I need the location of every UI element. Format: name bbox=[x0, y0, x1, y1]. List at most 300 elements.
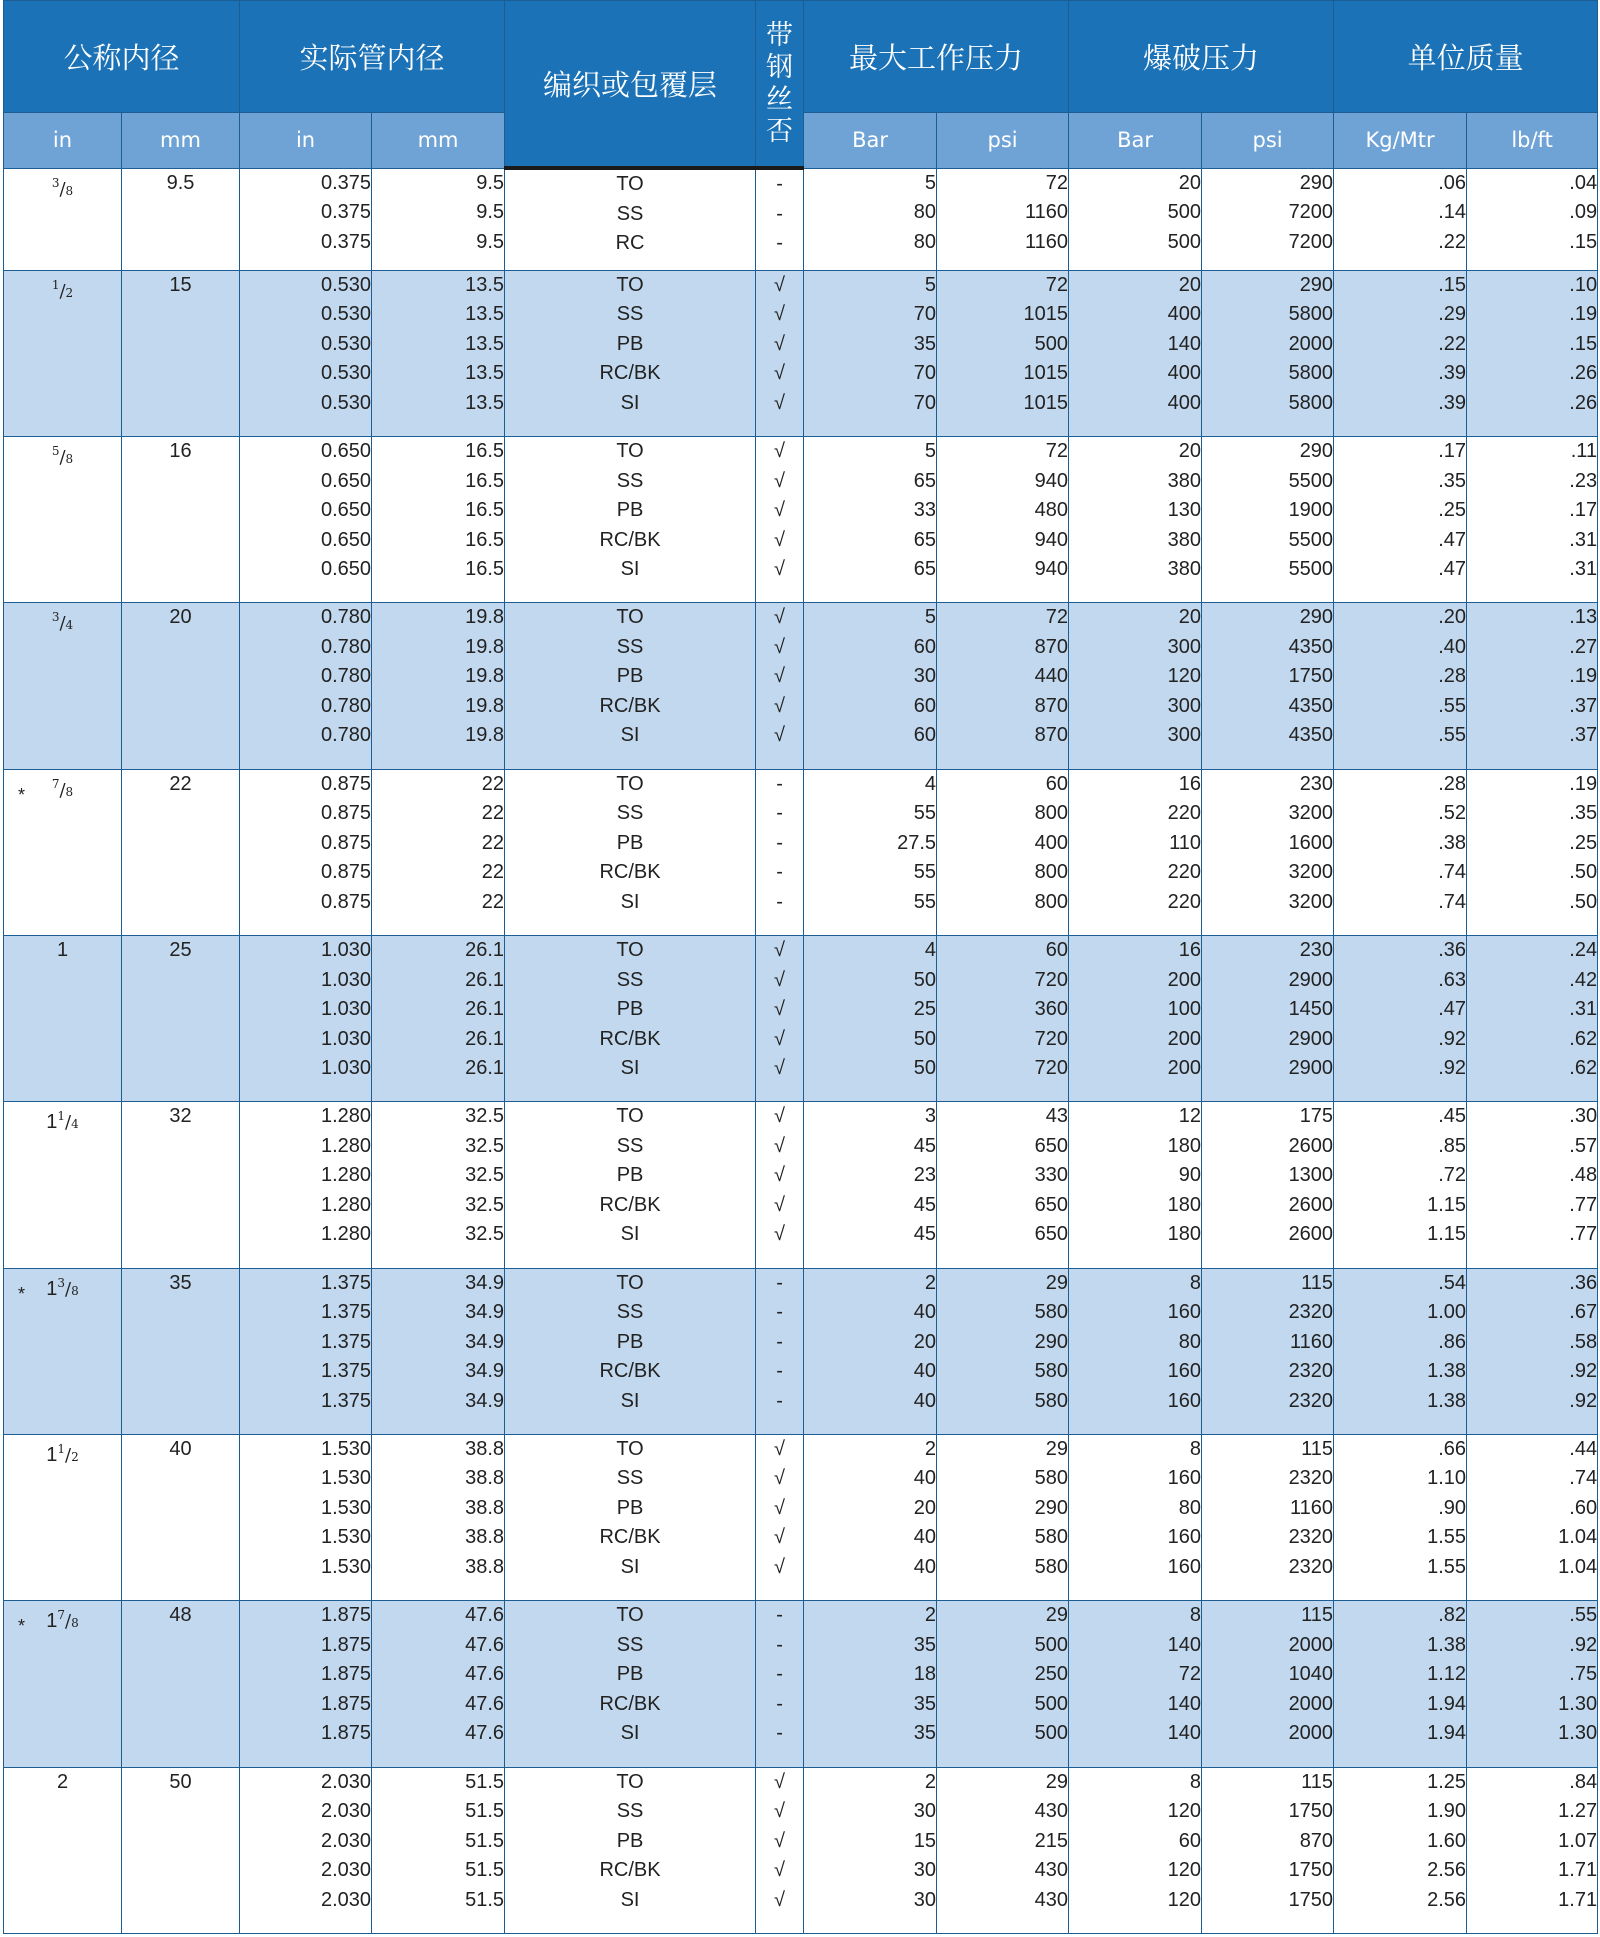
cell-value: 500 bbox=[1034, 1633, 1069, 1656]
max-bar-cell bbox=[804, 769, 937, 935]
cell-value: 1.15 bbox=[1427, 1223, 1467, 1246]
cell-value: .55 bbox=[1438, 694, 1467, 717]
cell-value: 1750 bbox=[1288, 1888, 1334, 1911]
cell-value: 65 bbox=[913, 558, 937, 581]
cell-value: 140 bbox=[1167, 1633, 1202, 1656]
actual-in-cell bbox=[240, 603, 372, 769]
nominal-mm-value: 22 bbox=[169, 772, 192, 795]
cell-value: 290 bbox=[1299, 171, 1334, 194]
cell-value: .31 bbox=[1569, 558, 1598, 581]
cell-value: 26.1 bbox=[465, 939, 505, 962]
cell-value: .17 bbox=[1569, 499, 1598, 522]
header-unit-mass: 单位质量 bbox=[1334, 1, 1598, 113]
cell-value: .10 bbox=[1569, 273, 1598, 296]
max-psi-cell bbox=[937, 603, 1069, 769]
cell-value: TO bbox=[616, 1271, 644, 1294]
cell-value: - bbox=[776, 1271, 783, 1294]
cell-value: 70 bbox=[913, 391, 937, 414]
actual-in-cell bbox=[240, 1102, 372, 1268]
cell-value: 1.875 bbox=[320, 1663, 372, 1686]
cell-value: √ bbox=[774, 1800, 786, 1823]
burst-bar-cell bbox=[1069, 1102, 1202, 1268]
cell-value: 47.6 bbox=[465, 1692, 505, 1715]
sub-bar-max: Bar bbox=[804, 112, 937, 168]
cell-value: 0.375 bbox=[320, 201, 372, 224]
header-braid: 编织或包覆层 bbox=[505, 1, 756, 169]
cell-value: 0.650 bbox=[320, 528, 372, 551]
fraction-numerator: 1 bbox=[57, 1109, 66, 1124]
cell-value: 3200 bbox=[1288, 802, 1334, 825]
cell-value: .19 bbox=[1569, 303, 1598, 326]
cell-value: 29 bbox=[1045, 1271, 1069, 1294]
cell-value: 1.530 bbox=[320, 1437, 372, 1460]
cell-value: 1.375 bbox=[320, 1271, 372, 1294]
cell-value: 32.5 bbox=[465, 1105, 505, 1128]
asterisk-mark: * bbox=[18, 784, 26, 805]
burst-psi-cell bbox=[1202, 936, 1334, 1102]
cell-value: 0.530 bbox=[320, 273, 372, 296]
size-group-row bbox=[4, 437, 1598, 603]
cell-value: 1015 bbox=[1023, 303, 1069, 326]
cell-value: 160 bbox=[1167, 1360, 1202, 1383]
nominal-fraction bbox=[51, 610, 74, 635]
cell-value: 19.8 bbox=[465, 606, 505, 629]
nominal-mm-cell bbox=[122, 1102, 240, 1268]
cell-value: .19 bbox=[1569, 665, 1598, 688]
cell-value: 34.9 bbox=[465, 1301, 505, 1324]
nominal-in-cell bbox=[4, 1434, 122, 1600]
fraction-slash: / bbox=[59, 447, 66, 469]
cell-value: SS bbox=[616, 802, 644, 825]
cell-value: 1.030 bbox=[320, 939, 372, 962]
nominal-mm-cell bbox=[122, 1767, 240, 1933]
cell-value: 1.38 bbox=[1427, 1389, 1467, 1412]
cell-value: 2600 bbox=[1288, 1223, 1334, 1246]
cell-value: .44 bbox=[1569, 1437, 1598, 1460]
cell-value: 940 bbox=[1034, 558, 1069, 581]
nominal-mm-value: 16 bbox=[169, 440, 192, 463]
size-group-row bbox=[4, 1434, 1598, 1600]
cell-value: √ bbox=[774, 1555, 786, 1578]
cell-value: 55 bbox=[913, 861, 937, 884]
braid-cell bbox=[505, 769, 756, 935]
cell-value: 1.10 bbox=[1427, 1467, 1467, 1490]
burst-bar-cell bbox=[1069, 603, 1202, 769]
cell-value: 1750 bbox=[1288, 1859, 1334, 1882]
cell-value: 72 bbox=[1178, 1663, 1202, 1686]
cell-value: 1.07 bbox=[1558, 1829, 1598, 1852]
fraction-slash: / bbox=[65, 1444, 72, 1466]
cell-value: 5 bbox=[924, 273, 937, 296]
cell-value: 2.030 bbox=[320, 1800, 372, 1823]
cell-value: √ bbox=[774, 968, 786, 991]
cell-value: 40 bbox=[913, 1301, 937, 1324]
cell-value: 1.38 bbox=[1427, 1360, 1467, 1383]
nominal-mm-cell bbox=[122, 437, 240, 603]
cell-value: 50 bbox=[913, 1027, 937, 1050]
cell-value: 1160 bbox=[1290, 1330, 1334, 1353]
cell-value: √ bbox=[774, 1027, 786, 1050]
size-group-row bbox=[4, 168, 1598, 270]
kg-per-m-cell bbox=[1334, 769, 1467, 935]
cell-value: 16 bbox=[1178, 939, 1202, 962]
fraction-slash: / bbox=[65, 1112, 72, 1134]
braid-cell bbox=[505, 270, 756, 436]
cell-value: RC/BK bbox=[599, 528, 661, 551]
cell-value: .52 bbox=[1438, 802, 1467, 825]
braid-cell bbox=[505, 603, 756, 769]
cell-value: 0.875 bbox=[320, 861, 372, 884]
burst-bar-cell bbox=[1069, 1434, 1202, 1600]
cell-value: 2320 bbox=[1288, 1467, 1334, 1490]
cell-value: .50 bbox=[1569, 861, 1598, 884]
cell-value: .84 bbox=[1569, 1770, 1598, 1793]
burst-bar-cell bbox=[1069, 168, 1202, 270]
braid-cell bbox=[505, 1102, 756, 1268]
nominal-in-value bbox=[4, 1768, 121, 1798]
cell-value: SS bbox=[616, 1301, 644, 1324]
cell-value: 40 bbox=[913, 1389, 937, 1412]
kg-per-m-cell bbox=[1334, 437, 1467, 603]
cell-value: 0.530 bbox=[320, 362, 372, 385]
fraction-numerator: 3 bbox=[57, 1275, 66, 1290]
fraction-numerator: 7 bbox=[57, 1608, 66, 1623]
nominal-mm-value: 15 bbox=[169, 273, 192, 296]
cell-value: .47 bbox=[1438, 528, 1467, 551]
cell-value: PB bbox=[616, 1829, 644, 1852]
cell-value: 720 bbox=[1034, 1057, 1069, 1080]
burst-bar-cell bbox=[1069, 1268, 1202, 1434]
cell-value: 19.8 bbox=[465, 694, 505, 717]
kg-per-m-cell bbox=[1334, 1601, 1467, 1767]
cell-value: 160 bbox=[1167, 1389, 1202, 1412]
cell-value: 5500 bbox=[1288, 469, 1334, 492]
cell-value: 1.00 bbox=[1427, 1301, 1467, 1324]
cell-value: 22 bbox=[481, 772, 505, 795]
actual-in-cell bbox=[240, 437, 372, 603]
cell-value: 0.650 bbox=[320, 499, 372, 522]
cell-value: 2900 bbox=[1288, 1027, 1334, 1050]
nominal-in-value bbox=[4, 271, 121, 301]
cell-value: 3200 bbox=[1288, 861, 1334, 884]
nominal-mm-value: 48 bbox=[169, 1604, 192, 1627]
cell-value: 1.030 bbox=[320, 1057, 372, 1080]
cell-value: 80 bbox=[913, 230, 937, 253]
cell-value: 2.030 bbox=[320, 1888, 372, 1911]
sub-mm-actual: mm bbox=[372, 112, 505, 168]
burst-psi-cell bbox=[1202, 437, 1334, 603]
cell-value: 400 bbox=[1167, 303, 1202, 326]
steel-wire-cell bbox=[756, 168, 804, 270]
burst-bar-cell bbox=[1069, 1601, 1202, 1767]
cell-value: 9.5 bbox=[476, 230, 505, 253]
size-group-row bbox=[4, 270, 1598, 436]
cell-value: .36 bbox=[1438, 939, 1467, 962]
lb-per-ft-cell bbox=[1467, 1268, 1598, 1434]
cell-value: 65 bbox=[913, 469, 937, 492]
cell-value: PB bbox=[616, 332, 644, 355]
cell-value: .06 bbox=[1438, 171, 1467, 194]
cell-value: .35 bbox=[1569, 802, 1598, 825]
cell-value: 13.5 bbox=[465, 332, 505, 355]
cell-value: 1.12 bbox=[1427, 1663, 1467, 1686]
cell-value: 870 bbox=[1034, 635, 1069, 658]
cell-value: √ bbox=[774, 1770, 786, 1793]
steel-wire-cell bbox=[756, 1268, 804, 1434]
sub-bar-burst: Bar bbox=[1069, 112, 1202, 168]
cell-value: SI bbox=[620, 1555, 640, 1578]
max-bar-cell bbox=[804, 603, 937, 769]
cell-value: 35 bbox=[913, 1722, 937, 1745]
nominal-in-cell bbox=[4, 437, 122, 603]
cell-value: 1.71 bbox=[1558, 1888, 1598, 1911]
cell-value: 1.30 bbox=[1558, 1722, 1598, 1745]
cell-value: 1.280 bbox=[320, 1134, 372, 1157]
cell-value: SS bbox=[616, 1467, 644, 1490]
cell-value: √ bbox=[774, 724, 786, 747]
cell-value: 160 bbox=[1167, 1555, 1202, 1578]
cell-value: 800 bbox=[1034, 890, 1069, 913]
cell-value: 38.8 bbox=[465, 1437, 505, 1460]
cell-value: 220 bbox=[1167, 861, 1202, 884]
cell-value: - bbox=[776, 1692, 783, 1715]
cell-value: PB bbox=[616, 499, 644, 522]
fraction-slash: / bbox=[65, 1278, 72, 1300]
cell-value: 16.5 bbox=[465, 499, 505, 522]
sub-in: in bbox=[4, 112, 122, 168]
size-group-row bbox=[4, 1102, 1598, 1268]
cell-value: TO bbox=[616, 273, 644, 296]
cell-value: - bbox=[776, 772, 783, 795]
cell-value: SS bbox=[616, 202, 644, 225]
cell-value: .29 bbox=[1438, 303, 1467, 326]
cell-value: .31 bbox=[1569, 998, 1598, 1021]
braid-cell bbox=[505, 1767, 756, 1933]
actual-mm-cell bbox=[372, 1102, 505, 1268]
cell-value: .86 bbox=[1438, 1330, 1467, 1353]
cell-value: 1160 bbox=[1025, 230, 1069, 253]
cell-value: 330 bbox=[1034, 1164, 1069, 1187]
nominal-fraction bbox=[57, 1441, 79, 1466]
cell-value: RC/BK bbox=[599, 1692, 661, 1715]
cell-value: 30 bbox=[913, 665, 937, 688]
size-group-row bbox=[4, 769, 1598, 935]
cell-value: 1.90 bbox=[1427, 1800, 1467, 1823]
cell-value: - bbox=[776, 1633, 783, 1656]
burst-bar-cell bbox=[1069, 769, 1202, 935]
cell-value: √ bbox=[774, 1437, 786, 1460]
cell-value: 40 bbox=[913, 1360, 937, 1383]
steel-char-2: 钢 bbox=[766, 51, 794, 83]
cell-value: RC/BK bbox=[599, 1526, 661, 1549]
cell-value: 45 bbox=[913, 1193, 937, 1216]
cell-value: PB bbox=[616, 998, 644, 1021]
max-bar-cell bbox=[804, 936, 937, 1102]
cell-value: 34.9 bbox=[465, 1360, 505, 1383]
steel-wire-cell bbox=[756, 1767, 804, 1933]
cell-value: SI bbox=[620, 1389, 640, 1412]
cell-value: 430 bbox=[1034, 1888, 1069, 1911]
kg-per-m-cell bbox=[1334, 603, 1467, 769]
header-max-pressure: 最大工作压力 bbox=[804, 1, 1069, 113]
cell-value: 5800 bbox=[1288, 391, 1334, 414]
cell-value: 3200 bbox=[1288, 890, 1334, 913]
nominal-mm-cell bbox=[122, 1601, 240, 1767]
actual-in-cell bbox=[240, 168, 372, 270]
cell-value: SI bbox=[620, 1223, 640, 1246]
cell-value: 440 bbox=[1034, 665, 1069, 688]
kg-per-m-cell bbox=[1334, 270, 1467, 436]
cell-value: SI bbox=[620, 558, 640, 581]
cell-value: 60 bbox=[1045, 772, 1069, 795]
cell-value: 430 bbox=[1034, 1800, 1069, 1823]
cell-value: 1450 bbox=[1288, 998, 1334, 1021]
nominal-whole: 1 bbox=[46, 1277, 58, 1300]
nominal-mm-value: 40 bbox=[169, 1437, 192, 1460]
cell-value: TO bbox=[616, 606, 644, 629]
cell-value: 230 bbox=[1299, 772, 1334, 795]
cell-value: 1.375 bbox=[320, 1360, 372, 1383]
nominal-mm-value: 20 bbox=[169, 606, 192, 629]
cell-value: 140 bbox=[1167, 1722, 1202, 1745]
cell-value: 1.375 bbox=[320, 1389, 372, 1412]
cell-value: 0.530 bbox=[320, 332, 372, 355]
nominal-in-cell bbox=[4, 1601, 122, 1767]
braid-cell bbox=[505, 168, 756, 270]
cell-value: 15 bbox=[913, 1829, 937, 1852]
cell-value: 35 bbox=[913, 1633, 937, 1656]
lb-per-ft-cell bbox=[1467, 1102, 1598, 1268]
cell-value: 1300 bbox=[1288, 1164, 1334, 1187]
cell-value: .54 bbox=[1438, 1271, 1467, 1294]
cell-value: 5500 bbox=[1288, 558, 1334, 581]
cell-value: 800 bbox=[1034, 861, 1069, 884]
cell-value: 1.94 bbox=[1427, 1722, 1467, 1745]
max-psi-cell bbox=[937, 936, 1069, 1102]
cell-value: .45 bbox=[1438, 1105, 1467, 1128]
asterisk-mark: * bbox=[18, 1616, 26, 1637]
cell-value: - bbox=[776, 1389, 783, 1412]
cell-value: 72 bbox=[1045, 606, 1069, 629]
cell-value: .57 bbox=[1569, 1134, 1598, 1157]
hose-spec-table bbox=[3, 0, 1598, 1934]
cell-value: 940 bbox=[1034, 528, 1069, 551]
cell-value: 40 bbox=[913, 1526, 937, 1549]
lb-per-ft-cell bbox=[1467, 437, 1598, 603]
cell-value: 290 bbox=[1299, 606, 1334, 629]
cell-value: √ bbox=[774, 1105, 786, 1128]
cell-value: 8 bbox=[1189, 1604, 1202, 1627]
cell-value: 870 bbox=[1299, 1829, 1334, 1852]
cell-value: 940 bbox=[1034, 469, 1069, 492]
nominal-fraction bbox=[51, 175, 74, 200]
cell-value: 90 bbox=[1178, 1164, 1202, 1187]
cell-value: 0.780 bbox=[320, 724, 372, 747]
cell-value: 0.780 bbox=[320, 606, 372, 629]
cell-value: - bbox=[776, 831, 783, 854]
cell-value: - bbox=[776, 890, 783, 913]
cell-value: 19.8 bbox=[465, 724, 505, 747]
cell-value: TO bbox=[616, 440, 644, 463]
cell-value: .42 bbox=[1569, 968, 1598, 991]
cell-value: - bbox=[776, 1722, 783, 1745]
fraction-slash: / bbox=[59, 613, 66, 635]
nominal-whole: 2 bbox=[56, 1770, 69, 1793]
cell-value: 4350 bbox=[1288, 694, 1334, 717]
cell-value: 200 bbox=[1167, 968, 1202, 991]
cell-value: 16.5 bbox=[465, 469, 505, 492]
actual-in-cell bbox=[240, 1434, 372, 1600]
fraction-denominator: 2 bbox=[71, 1449, 79, 1464]
header-actual-id: 实际管内径 bbox=[240, 1, 505, 113]
nominal-in-cell bbox=[4, 168, 122, 270]
cell-value: 5 bbox=[924, 171, 937, 194]
cell-value: 23 bbox=[913, 1164, 937, 1187]
cell-value: 1750 bbox=[1288, 1800, 1334, 1823]
burst-bar-cell bbox=[1069, 936, 1202, 1102]
cell-value: 29 bbox=[1045, 1770, 1069, 1793]
fraction-slash: / bbox=[59, 779, 66, 801]
cell-value: - bbox=[776, 802, 783, 825]
cell-value: 110 bbox=[1169, 831, 1202, 854]
cell-value: - bbox=[776, 202, 783, 225]
cell-value: .14 bbox=[1438, 201, 1467, 224]
cell-value: 500 bbox=[1167, 230, 1202, 253]
kg-per-m-cell bbox=[1334, 1767, 1467, 1933]
cell-value: 16.5 bbox=[465, 558, 505, 581]
cell-value: 2000 bbox=[1288, 1692, 1334, 1715]
cell-value: .39 bbox=[1438, 391, 1467, 414]
cell-value: SI bbox=[620, 890, 640, 913]
cell-value: PB bbox=[616, 1330, 644, 1353]
sub-lb-per-ft: lb/ft bbox=[1467, 112, 1598, 168]
cell-value: - bbox=[776, 232, 783, 255]
cell-value: √ bbox=[774, 635, 786, 658]
burst-psi-cell bbox=[1202, 168, 1334, 270]
cell-value: 38.8 bbox=[465, 1555, 505, 1578]
kg-per-m-cell bbox=[1334, 1268, 1467, 1434]
cell-value: 2 bbox=[924, 1604, 937, 1627]
cell-value: 580 bbox=[1034, 1526, 1069, 1549]
cell-value: PB bbox=[616, 665, 644, 688]
nominal-mm-cell bbox=[122, 1434, 240, 1600]
cell-value: 720 bbox=[1034, 968, 1069, 991]
cell-value: 9.5 bbox=[476, 201, 505, 224]
cell-value: 1015 bbox=[1023, 362, 1069, 385]
cell-value: 5 bbox=[924, 606, 937, 629]
cell-value: 2.030 bbox=[320, 1829, 372, 1852]
cell-value: √ bbox=[774, 694, 786, 717]
actual-in-cell bbox=[240, 270, 372, 436]
size-group-row bbox=[4, 1601, 1598, 1767]
cell-value: 220 bbox=[1167, 890, 1202, 913]
cell-value: .67 bbox=[1569, 1301, 1598, 1324]
fraction-denominator: 4 bbox=[65, 618, 74, 633]
cell-value: 5 bbox=[924, 440, 937, 463]
cell-value: 380 bbox=[1167, 469, 1202, 492]
burst-psi-cell bbox=[1202, 1767, 1334, 1933]
cell-value: 47.6 bbox=[465, 1663, 505, 1686]
cell-value: 140 bbox=[1167, 1692, 1202, 1715]
cell-value: 4350 bbox=[1288, 635, 1334, 658]
cell-value: .62 bbox=[1569, 1057, 1598, 1080]
cell-value: 0.650 bbox=[320, 469, 372, 492]
cell-value: 20 bbox=[1178, 606, 1202, 629]
cell-value: 140 bbox=[1167, 332, 1202, 355]
cell-value: 51.5 bbox=[465, 1770, 505, 1793]
cell-value: 5800 bbox=[1288, 362, 1334, 385]
cell-value: .20 bbox=[1438, 606, 1467, 629]
